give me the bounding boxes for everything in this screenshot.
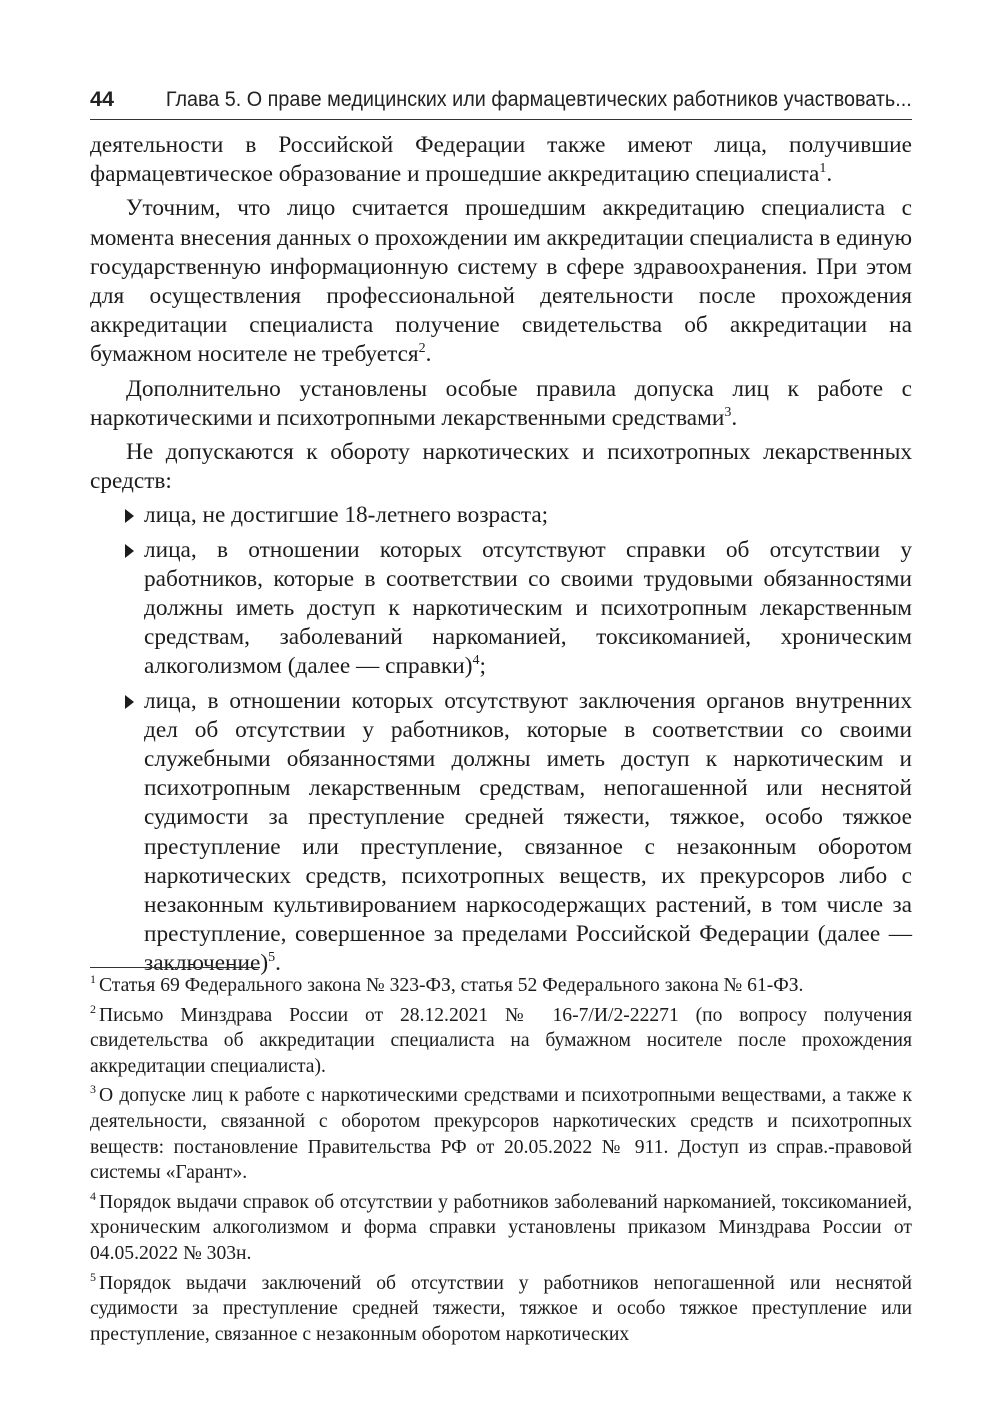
footnote-1-text: Статья 69 Федерального закона № 323-ФЗ, статья 52 Федерального закона № 61-ФЗ.	[99, 975, 804, 996]
paragraph-2	[90, 194, 912, 369]
paragraph-1-end: .	[826, 161, 833, 188]
paragraph-1	[90, 131, 912, 189]
bullet-3-end: .	[275, 950, 281, 977]
bullet-list	[90, 501, 912, 978]
footnote-4-text: Порядок выдачи справок об отсутствии у работников заболеваний наркоманией, токсикоманией, хроническим алкоголизмом и форма справки установлены приказом Минздрава России от 04.05.2022 № 303н.	[90, 1191, 912, 1264]
main-text	[90, 131, 912, 984]
footnote-ref-5: 5	[268, 950, 276, 966]
triangle-bullet-icon	[125, 695, 134, 709]
footnote-5-text: Порядок выдачи заключений об отсутствии у работников непогашенной или неснятой судимости за преступление средней тяжести, тяжкое и особо тяжкое преступление или преступление, связанное с незаконным оборотом наркотических	[90, 1272, 912, 1345]
list-item	[144, 536, 912, 682]
footnote-separator	[90, 967, 260, 968]
footnote-3	[90, 1083, 912, 1185]
footnotes	[90, 973, 912, 1351]
running-title: Глава 5. О праве медицинских или фармацевтических работников участвовать...	[166, 87, 912, 111]
paragraph-4	[90, 438, 912, 496]
paragraph-3-end: .	[731, 404, 738, 431]
footnote-mark-1: 1	[90, 972, 96, 986]
paragraph-4-text: Не допускаются к обороту наркотических и психотропных лекарственных средств:	[90, 439, 912, 495]
footnote-mark-4: 4	[90, 1188, 96, 1203]
list-item	[144, 501, 912, 530]
footnote-ref-1: 1	[819, 161, 827, 177]
page-number: 44	[90, 87, 114, 111]
paragraph-2-text: Уточним, что лицо считается прошедшим аккредитацию специалиста с момента внесения данных о прохождении им аккредитации специалиста в единую государственную информационную систему в сфере здравоохранения. При этом для осуществления профессиональной деятельности после прохождения аккредитации специалиста получение свидетельства об аккредитации на бумажном носителе не требуется	[90, 195, 912, 368]
footnote-5	[90, 1271, 912, 1348]
footnote-4	[90, 1190, 912, 1267]
footnote-2-text: Письмо Минздрава России от 28.12.2021 № 16-7/И/2-22271 (по вопросу получения свидетельства об аккредитации специалиста на бумажном носителе после прохождения аккредитации специалиста).	[90, 1004, 912, 1077]
footnote-2	[90, 1003, 912, 1080]
footnote-mark-5: 5	[90, 1269, 96, 1284]
paragraph-3-text: Дополнительно установлены особые правила допуска лиц к работе с наркотическими и психотропными лекарственными средствами	[90, 375, 912, 431]
footnote-3-text: О допуске лиц к работе с наркотическими средствами и психотропными веществами, а также к деятельности, связанной с оборотом прекурсоров наркотических средств и психотропных веществ: постановление Правительства РФ от 20.05.2022 № 911. Доступ из справ.-правовой системы «Гарант».	[90, 1085, 912, 1184]
paragraph-2-end: .	[425, 341, 432, 368]
footnote-ref-2: 2	[418, 341, 426, 357]
triangle-bullet-icon	[125, 509, 134, 523]
bullet-2-end: ;	[479, 653, 486, 680]
footnote-mark-2: 2	[90, 1001, 96, 1016]
bullet-3-text: лица, в отношении которых отсутствуют заключения органов внутренних дел об отсутствии у работников, которые в соответствии со своими служебными обязанностями должны иметь доступ к наркотическим и психотропным лекарственным средствам, непогашенной или неснятой судимости за преступление средней тяжести, тяжкое, особо тяжкое преступление или преступление, связанное с незаконным оборотом наркотических средств, психотропных веществ, их прекурсоров либо с незаконным культивированием наркосодержащих растений, в том числе за преступление, совершенное за пределами Российской Федерации (далее — заключение)	[144, 687, 912, 977]
bullet-1-text: лица, не достигшие 18-летнего возраста;	[144, 502, 549, 529]
bullet-2-text: лица, в отношении которых отсутствуют справки об отсутствии у работников, которые в соответствии со своими трудовыми обязанностями должны иметь доступ к наркотическим и психотропным лекарственным средствам, заболеваний наркоманией, токсикоманией, хроническим алкоголизмом (далее — справки)	[144, 536, 912, 680]
triangle-bullet-icon	[125, 544, 134, 558]
footnote-ref-4: 4	[472, 653, 480, 669]
footnote-1	[90, 973, 912, 999]
header-rule	[90, 119, 912, 120]
paragraph-1-text: деятельности в Российской Федерации также имеют лица, получившие фармацевтическое образование и прошедшие аккредитацию специалиста	[90, 132, 912, 188]
paragraph-3	[90, 375, 912, 433]
footnote-mark-3: 3	[90, 1082, 96, 1097]
footnote-ref-3: 3	[724, 404, 732, 420]
running-header	[90, 84, 912, 114]
list-item	[144, 687, 912, 979]
